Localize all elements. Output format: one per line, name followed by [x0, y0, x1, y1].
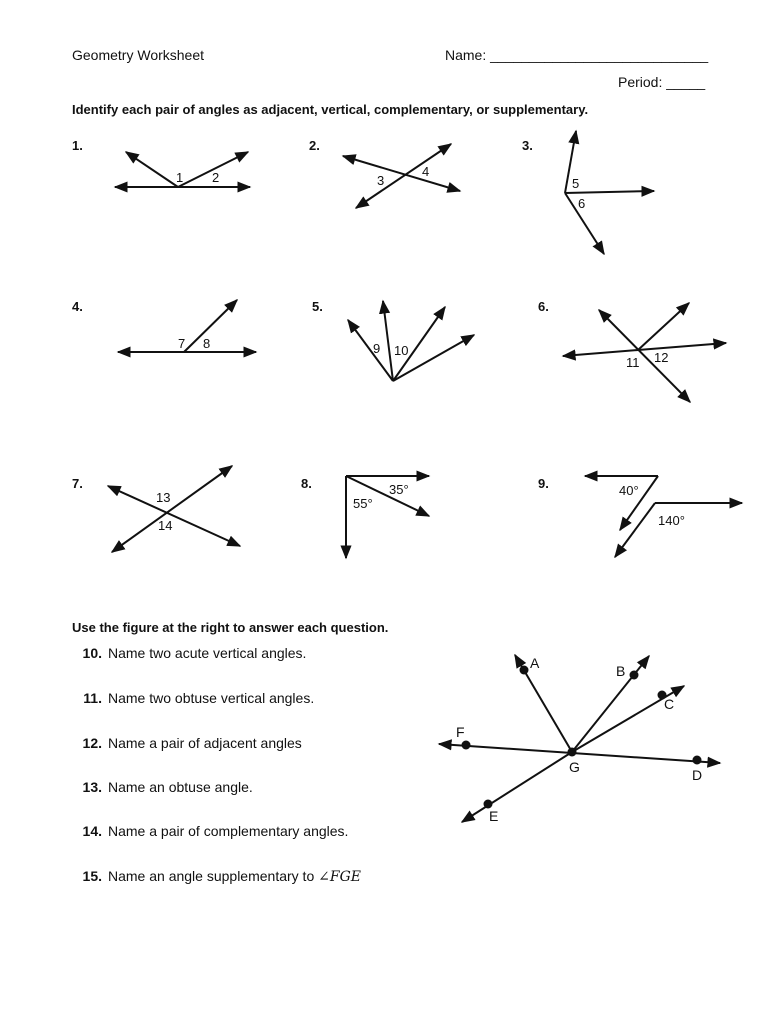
question-text: Name an angle supplementary to [108, 868, 315, 884]
point-label-e: E [489, 808, 499, 824]
point-g-dot [568, 748, 577, 757]
question-text: Name an obtuse angle. [108, 779, 253, 795]
point-label-b: B [616, 663, 626, 679]
problem-number-4: 4. [72, 299, 83, 314]
angle-label-10: 10 [394, 343, 409, 358]
point-a-dot [520, 666, 529, 675]
point-label-d: D [692, 767, 703, 783]
angle-label-55: 55° [353, 496, 373, 511]
angle-label-1: 1 [176, 170, 184, 185]
question-number: 14. [82, 823, 102, 839]
question-text: Name a pair of adjacent angles [108, 735, 302, 751]
question-12 [72, 735, 302, 751]
problem-number-2: 2. [309, 138, 320, 153]
problem-number-3: 3. [522, 138, 533, 153]
question-15 [72, 868, 361, 885]
worksheet-title: Geometry Worksheet [72, 47, 205, 63]
problem-number-9: 9. [538, 476, 549, 491]
question-13 [72, 779, 253, 795]
name-field-label: Name: ____________________________ [445, 47, 709, 63]
angle-label-2: 2 [212, 170, 220, 185]
part1-instruction: Identify each pair of angles as adjacent, vertical, complementary, or supplementary. [72, 102, 589, 117]
period-field-label: Period: _____ [618, 74, 706, 90]
point-d-dot [693, 756, 702, 765]
question-14 [72, 823, 348, 839]
angle-label-11: 11 [626, 355, 640, 370]
question-text: Name a pair of complementary angles. [108, 823, 349, 839]
angle-fge-symbol: ∠FGE [318, 869, 361, 885]
question-number: 15. [82, 868, 102, 884]
angle-label-6: 6 [578, 196, 586, 211]
diagram-5 [348, 301, 474, 381]
angle-label-13: 13 [156, 490, 171, 505]
point-f-dot [462, 741, 471, 750]
part2-instruction: Use the figure at the right to answer each question. [72, 620, 389, 635]
angle-label-4: 4 [422, 164, 430, 179]
angle-label-3: 3 [377, 173, 385, 188]
question-number: 12. [82, 735, 102, 751]
point-label-g: G [569, 759, 580, 775]
angle-label-7: 7 [178, 336, 186, 351]
reference-figure [439, 655, 720, 822]
diagram-7 [108, 466, 240, 552]
question-number: 13. [82, 779, 102, 795]
point-label-a: A [530, 655, 540, 671]
problem-number-7: 7. [72, 476, 83, 491]
point-b-dot [630, 671, 639, 680]
angle-label-5: 5 [572, 176, 580, 191]
point-label-f: F [456, 724, 465, 740]
angle-label-140: 140° [658, 513, 685, 528]
problem-number-8: 8. [301, 476, 312, 491]
question-text: Name two obtuse vertical angles. [108, 690, 315, 706]
diagram-6 [563, 303, 726, 402]
question-text: Name two acute vertical angles. [108, 645, 307, 661]
question-number: 10. [82, 645, 102, 661]
question-10 [72, 645, 306, 661]
diagram-4 [118, 300, 256, 352]
diagram-8 [346, 476, 429, 558]
diagram-2 [343, 144, 460, 208]
problem-number-6: 6. [538, 299, 549, 314]
question-number: 11. [83, 690, 102, 706]
angle-label-35: 35° [389, 482, 409, 497]
problem-number-1: 1. [72, 138, 83, 153]
point-label-c: C [664, 696, 675, 712]
angle-label-9: 9 [373, 341, 381, 356]
angle-label-12: 12 [654, 350, 669, 365]
angle-label-40: 40° [619, 483, 639, 498]
problem-number-5: 5. [312, 299, 323, 314]
diagram-3 [565, 131, 654, 254]
angle-label-8: 8 [203, 336, 211, 351]
figure-points [462, 666, 702, 809]
question-11 [72, 690, 314, 706]
angle-label-14: 14 [158, 518, 173, 533]
